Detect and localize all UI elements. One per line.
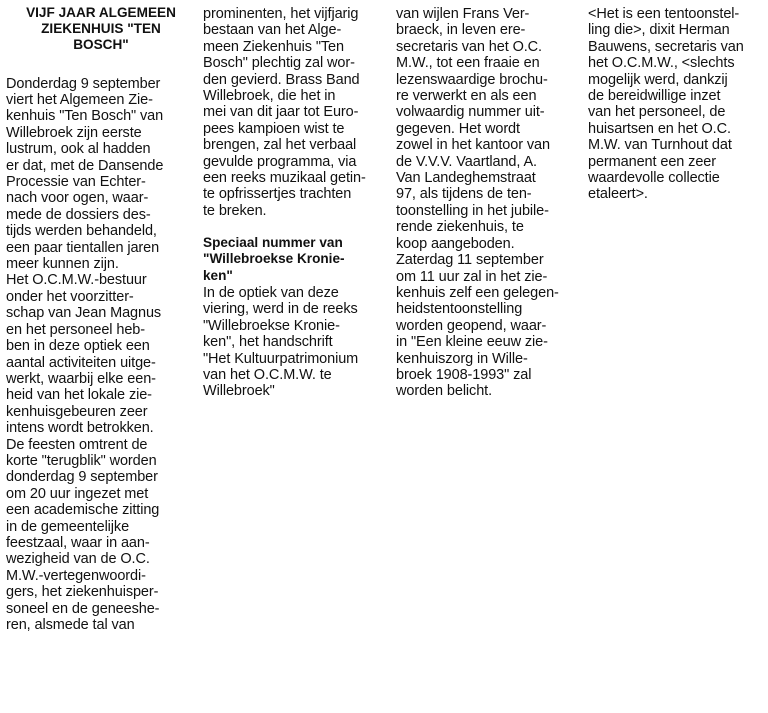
text-line: van het personeel, de	[588, 104, 726, 121]
text-line: de V.V.V. Vaartland, A.	[396, 153, 537, 170]
text-line: soneel en de geneeshe-	[6, 600, 160, 617]
subheading-line: ken"	[203, 267, 233, 283]
text-line: werkt, waarbij elke een-	[6, 370, 156, 387]
text-line: te opfrissertjes trachten	[203, 186, 352, 203]
text-line: volwaardig nummer uit-	[396, 104, 545, 121]
text-line: ling die>, dixit Herman	[588, 22, 730, 39]
text-line: lustrum, ook al hadden	[6, 141, 151, 158]
text-line: een paar tientallen jaren	[6, 239, 160, 256]
text-line: mede de dossiers des-	[6, 206, 151, 223]
subheading-line: "Willebroekse Kronie-	[203, 251, 345, 267]
body-text-column-3	[396, 6, 581, 400]
text-line: een academische zitting	[6, 502, 160, 519]
text-line: nach voor ogen, waar-	[6, 190, 149, 207]
text-line: prominenten, het vijfjarig	[203, 6, 359, 22]
text-line: worden geopend, waar-	[396, 317, 547, 334]
text-line: gevulde programma, via	[203, 153, 357, 170]
text-line: kenhuiszorg in Wille-	[396, 350, 528, 367]
text-line: Processie van Echter-	[6, 174, 146, 191]
text-line: Willebroek"	[203, 383, 275, 400]
text-line: Bosch" plechtig zal wor-	[203, 55, 355, 72]
text-line: tijds werden behandeld,	[6, 223, 157, 240]
text-line: bestaan van het Alge-	[203, 22, 342, 39]
text-line: intens wordt betrokken.	[6, 420, 154, 437]
text-line: gegeven. Het wordt	[396, 120, 520, 137]
text-line: in "Een kleine eeuw zie-	[396, 334, 548, 351]
text-line: mei van dit jaar tot Euro-	[203, 104, 359, 121]
text-line: Van Landeghemstraat	[396, 170, 536, 187]
text-line: 97, als tijdens de ten-	[396, 186, 532, 203]
text-line: permanent een zeer	[588, 153, 716, 170]
body-text-column-2a	[203, 6, 379, 219]
text-line: "Willebroekse Kronie-	[203, 317, 340, 334]
column-3	[396, 0, 581, 400]
text-line: toonstelling in het jubile-	[396, 202, 549, 219]
text-line: viering, werd in de reeks	[203, 301, 358, 318]
text-line: "Het Kultuurpatrimonium	[203, 350, 359, 367]
text-line: het O.C.M.W., <slechts	[588, 55, 735, 72]
body-text-column-1	[6, 76, 196, 634]
text-line: huisartsen en het O.C.	[588, 120, 731, 137]
text-line: zowel in het kantoor van	[396, 137, 550, 154]
title-line: ZIEKENHUIS "TEN	[41, 21, 161, 37]
text-line: Het O.C.M.W.-bestuur	[6, 272, 147, 289]
subheading-line: Speciaal nummer van	[203, 235, 343, 251]
text-line: onder het voorzitter-	[6, 288, 134, 305]
text-line: kenhuis "Ten Bosch" van	[6, 108, 164, 125]
text-line: heidstentoonstelling	[396, 301, 523, 318]
title-line: BOSCH"	[73, 37, 129, 53]
column-4	[588, 0, 764, 203]
text-line: worden belicht.	[396, 383, 493, 400]
text-line: ben in deze optiek een	[6, 338, 150, 355]
text-line: lezenswaardige brochu-	[396, 71, 548, 88]
text-line: en het personeel heb-	[6, 321, 145, 338]
text-line: kenhuisgebeuren zeer	[6, 403, 148, 420]
text-line: re verwerkt en als een	[396, 88, 537, 105]
text-line: waardevolle collectie	[588, 170, 720, 187]
text-line: rende ziekenhuis, te	[396, 219, 524, 236]
text-line: Willebroek, die het in	[203, 88, 336, 105]
text-line: schap van Jean Magnus	[6, 305, 162, 322]
text-line: M.W., tot een fraaie en	[396, 55, 540, 72]
text-line: secretaris van het O.C.	[396, 38, 542, 55]
column-2	[203, 0, 379, 400]
text-line: broek 1908-1993" zal	[396, 366, 532, 383]
text-line: meer kunnen zijn.	[6, 256, 119, 273]
text-line: kenhuis zelf een gelegen-	[396, 284, 559, 301]
text-line: M.W.-vertegenwoordi-	[6, 567, 146, 584]
text-line: In de optiek van deze	[203, 284, 339, 301]
text-line: den gevierd. Brass Band	[203, 71, 360, 88]
text-line: Zaterdag 11 september	[396, 252, 544, 269]
text-line: pees kampioen wist te	[203, 120, 345, 137]
text-line: koop aangeboden.	[396, 235, 515, 252]
text-line: Willebroek zijn eerste	[6, 124, 142, 141]
text-line: heid van het lokale zie-	[6, 387, 152, 404]
text-line: korte "terugblik" worden	[6, 452, 157, 469]
text-line: M.W. van Turnhout dat	[588, 137, 732, 154]
text-line: om 11 uur zal in het zie-	[396, 268, 548, 285]
text-line: mogelijk werd, dankzij	[588, 71, 728, 88]
article-title	[6, 5, 196, 54]
text-line: van het O.C.M.W. te	[203, 366, 332, 383]
text-line: te breken.	[203, 202, 267, 219]
text-line: aantal activiteiten uitge-	[6, 354, 156, 371]
text-line: in de gemeentelijke	[6, 518, 130, 535]
text-line: de bereidwillige inzet	[588, 88, 721, 105]
text-line: wezigheid van de O.C.	[6, 551, 150, 568]
text-line: om 20 uur ingezet met	[6, 485, 149, 502]
body-text-column-2b	[203, 285, 379, 400]
text-line: van wijlen Frans Ver-	[396, 6, 530, 22]
section-subheading	[203, 235, 379, 284]
text-line: gers, het ziekenhuisper-	[6, 584, 159, 601]
text-line: feestzaal, waar in aan-	[6, 534, 150, 551]
text-line: er dat, met de Dansende	[6, 157, 164, 174]
text-line: De feesten omtrent de	[6, 436, 148, 453]
text-line: <Het is een tentoonstel-	[588, 6, 740, 22]
text-line: ren, alsmede tal van	[6, 617, 135, 634]
text-line: braeck, in leven ere-	[396, 22, 526, 39]
body-text-column-4	[588, 6, 764, 203]
text-line: etaleert>.	[588, 186, 648, 203]
column-1	[6, 0, 196, 633]
text-line: brengen, zal het verbaal	[203, 137, 357, 154]
text-line: Donderdag 9 september	[6, 75, 161, 92]
text-line: meen Ziekenhuis "Ten	[203, 38, 344, 55]
text-line: donderdag 9 september	[6, 469, 158, 486]
text-line: Bauwens, secretaris van	[588, 38, 744, 55]
text-line: ken", het handschrift	[203, 334, 333, 351]
text-line: viert het Algemeen Zie-	[6, 92, 153, 109]
title-line: VIJF JAAR ALGEMEEN	[26, 5, 176, 20]
text-line: een reeks muzikaal getin-	[203, 170, 366, 187]
